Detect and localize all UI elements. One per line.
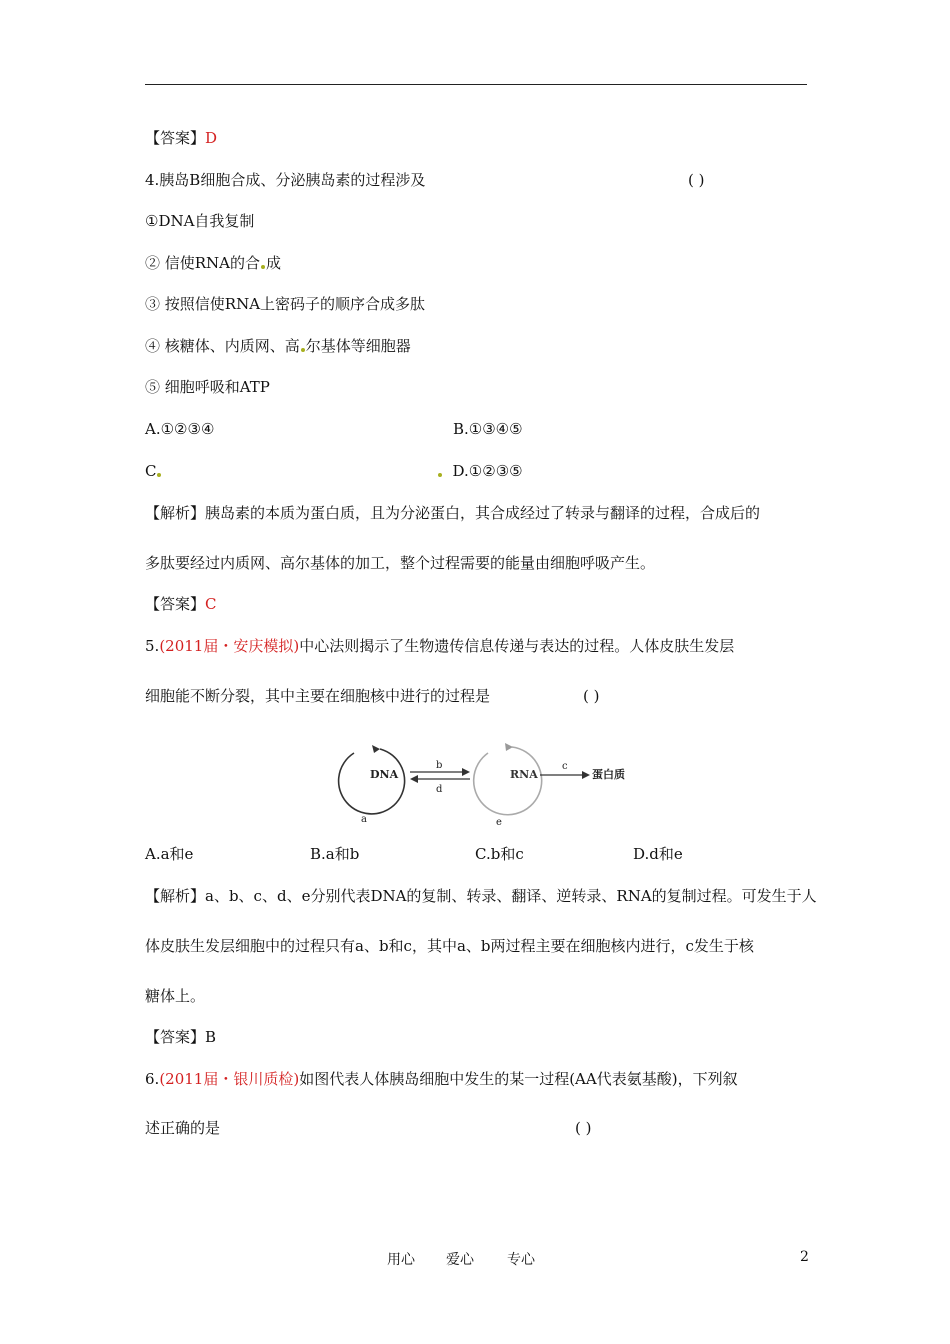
q6-stem-line-1: 6.(2011届・银川质检)如图代表人体胰岛细胞中发生的某一过程(AA代表氨基酸)，下列叙: [145, 1070, 738, 1088]
q5-option-b[interactable]: B.a和b: [310, 845, 360, 863]
label-d: d: [436, 784, 443, 795]
q4-item-4: ④ 核糖体、内质网、高 尔基体等细胞器: [145, 337, 411, 355]
q5-stem-line-1: 5.(2011届・安庆模拟)中心法则揭示了生物遗传信息传递与表达的过程。人体皮肤生发层: [145, 637, 735, 655]
header-rule: [145, 84, 807, 85]
q4-item-5: ⑤ 细胞呼吸和ATP: [145, 378, 270, 396]
q4-stem: 4.胰岛B细胞合成、分泌胰岛素的过程涉及: [145, 171, 426, 189]
rna-label: RNA: [510, 768, 538, 781]
q4-option-b[interactable]: B.①③④⑤: [453, 420, 523, 438]
stray-dot: [438, 473, 442, 477]
q5-stem-line-2: 细胞能不断分裂，其中主要在细胞核中进行的过程是: [145, 687, 491, 705]
q5-analysis-line-3: 糖体上。: [145, 987, 206, 1005]
q6-source: (2011届・银川质检): [159, 1070, 300, 1088]
stray-dot: [301, 348, 305, 352]
q5-source: (2011届・安庆模拟): [159, 637, 300, 655]
q4-option-a[interactable]: A.①②③④: [145, 420, 215, 438]
central-dogma-diagram: [330, 735, 650, 840]
q4-answer: 【答案】C: [145, 595, 217, 613]
q4-option-c[interactable]: C: [145, 461, 162, 481]
q5-analysis-line-2: 体皮肤生发层细胞中的过程只有a、b和c，其中a、b两过程主要在细胞核内进行，c发生于核: [145, 937, 754, 955]
q4-option-d[interactable]: D.①②③⑤: [437, 461, 523, 481]
q5-answer-paren: ( ): [583, 687, 600, 705]
page-number: 2: [800, 1249, 809, 1265]
q5-option-d[interactable]: D.d和e: [633, 845, 683, 863]
footer-middle: 爱心: [446, 1252, 474, 1268]
q4-answer-paren: ( ): [688, 171, 705, 189]
q4-analysis-line-2: 多肽要经过内质网、高尔基体的加工，整个过程需要的能量由细胞呼吸产生。: [145, 554, 656, 572]
label-a: a: [361, 814, 367, 825]
protein-label: 蛋白质: [592, 768, 625, 781]
stray-dot: [261, 265, 265, 269]
footer-left: 用心: [387, 1252, 415, 1268]
dna-label: DNA: [370, 768, 399, 781]
q5-option-c[interactable]: C.b和c: [475, 845, 524, 863]
footer-right: 专心: [507, 1252, 535, 1268]
q3-answer-value: D: [205, 129, 218, 147]
q4-item-3: ③ 按照信使RNA上密码子的顺序合成多肽: [145, 295, 426, 313]
q5-answer: 【答案】B: [145, 1028, 217, 1046]
q3-answer: 【答案】D: [145, 129, 218, 147]
label-e: e: [496, 817, 502, 828]
q6-stem-line-2: 述正确的是: [145, 1119, 221, 1137]
q4-analysis-line-1: 【解析】胰岛素的本质为蛋白质，且为分泌蛋白，其合成经过了转录与翻译的过程，合成后的: [145, 504, 761, 522]
q4-item-1: ①DNA自我复制: [145, 212, 255, 230]
q6-answer-paren: ( ): [575, 1119, 592, 1137]
label-b: b: [436, 760, 443, 771]
q4-item-2: ② 信使RNA的合 成: [145, 254, 282, 272]
stray-dot: [157, 473, 161, 477]
q5-analysis-line-1: 【解析】a、b、c、d、e分别代表DNA的复制、转录、翻译、逆转录、RNA的复制过程。可发生于人: [145, 887, 817, 905]
q5-option-a[interactable]: A.a和e: [145, 845, 194, 863]
label-c: c: [562, 761, 568, 772]
